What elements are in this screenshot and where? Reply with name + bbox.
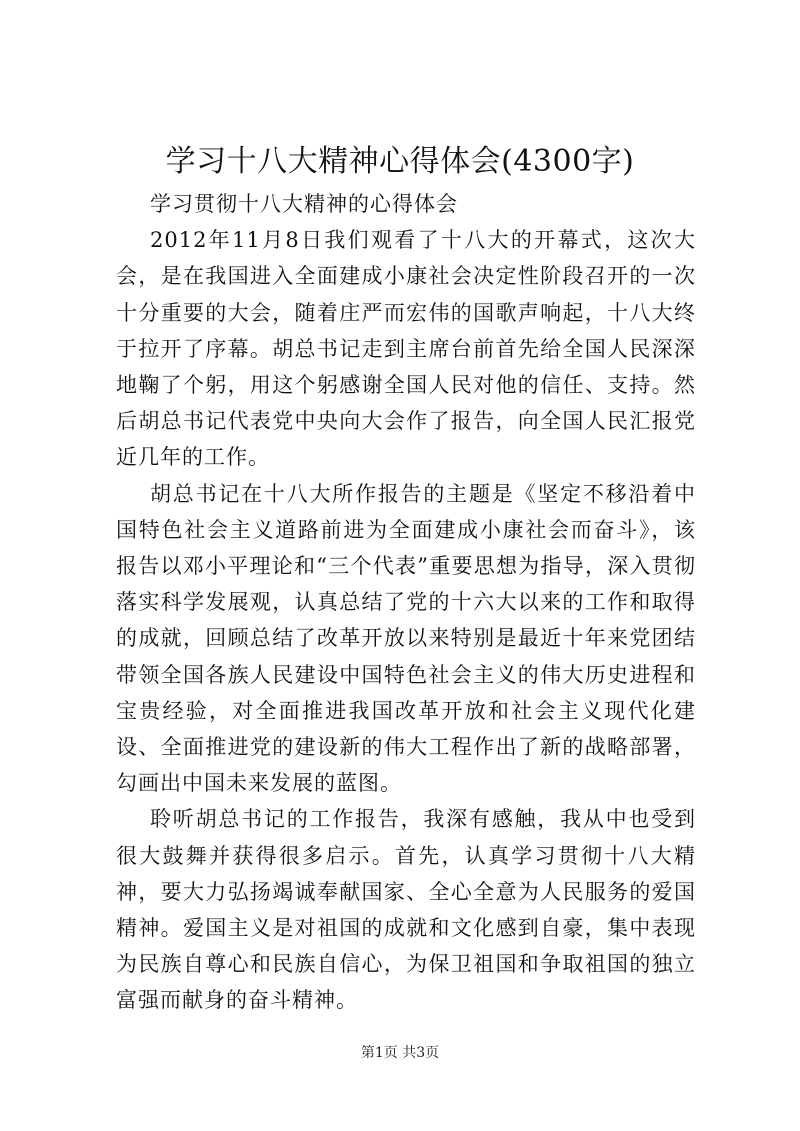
document-body [116,186,696,1019]
document-title: 学习十八大精神心得体会(4300字) [165,144,635,179]
body-paragraph: 胡总书记在十八大所作报告的主题是《坚定不移沿着中国特色社会主义道路前进为全面建成小康社会而奋斗》，该报告以邓小平理论和“三个代表”重要思想为指导，深入贯彻落实科学发展观，认真总结了党的十六大以来的工作和取得的成就，回顾总结了改革开放以来特别是最近十年来党团结带领全国各族人民建设中国特色社会主义的伟大历史进程和宝贵经验，对全面推进我国改革开放和社会主义现代化建设、全面推进党的建设新的伟大工程作出了新的战略部署，勾画出中国未来发展的蓝图。 [116,481,696,796]
page-footer: 第1页 共3页 [360,1045,440,1061]
body-paragraph: 聆听胡总书记的工作报告，我深有感触，我从中也受到很大鼓舞并获得很多启示。首先，认真学习贯彻十八大精神，要大力弘扬竭诚奉献国家、全心全意为人民服务的爱国精神。爱国主义是对祖国的成就和文化感到自豪，集中表现为民族自尊心和民族自信心，为保卫祖国和争取祖国的独立富强而献身的奋斗精神。 [116,807,696,1013]
body-paragraph: 2012年11月8日我们观看了十八大的开幕式，这次大会，是在我国进入全面建成小康社会决定性阶段召开的一次十分重要的大会，随着庄严而宏伟的国歌声响起，十八大终于拉开了序幕。胡总书记走到主席台前首先给全国人民深深地鞠了个躬，用这个躬感谢全国人民对他的信任、支持。然后胡总书记代表党中央向大会作了报告，向全国人民汇报党近几年的工作。 [116,228,696,470]
subtitle-paragraph: 学习贯彻十八大精神的心得体会 [150,192,458,216]
